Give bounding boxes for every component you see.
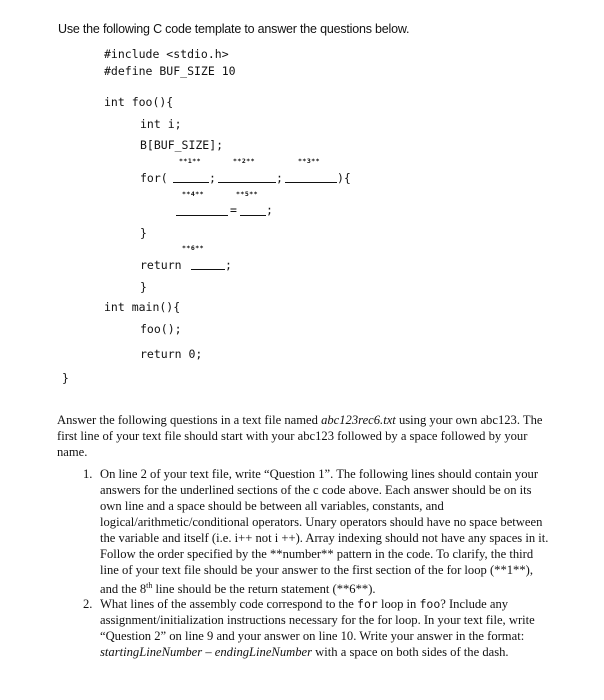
blank-6 — [191, 258, 225, 270]
question-2-text: ? Include any — [440, 597, 509, 611]
question-2-line: assignment/initialization instructions necessary for the for loop. In your text file, write — [100, 613, 535, 627]
answer-intro-line-2: first line of your text file should start with your abc123 followed by a space followed by your — [57, 429, 528, 443]
question-2-code-foo: foo — [419, 597, 441, 611]
question-2 — [83, 596, 535, 660]
answer-instructions — [57, 412, 557, 460]
question-1-line: line of your text file should be your answer to the first section of the for loop (**1**), — [100, 563, 533, 577]
question-1-line: answers for the underlined sections of the c code above. Each answer should be on its — [100, 483, 532, 497]
code-int-i: int i; — [140, 117, 182, 131]
question-1-line: Follow the order specified by the **number** pattern in the code. To clarify, the third — [100, 547, 534, 561]
code-define: #define BUF_SIZE 10 — [104, 64, 236, 78]
code-foo-call: foo(); — [140, 322, 182, 336]
blank-3 — [285, 171, 337, 183]
question-1 — [83, 466, 549, 597]
marker-1: **1** — [179, 157, 202, 165]
question-2-format-dash: – — [202, 645, 215, 659]
code-for-keyword: for( — [140, 171, 168, 185]
question-2-line: “Question 2” on line 9 and your answer on line 10. Write your answer in the format: — [100, 629, 525, 643]
question-2-code-for: for — [357, 597, 378, 611]
marker-3: **3** — [298, 157, 321, 165]
code-return-keyword: return — [140, 258, 182, 272]
marker-4: **4** — [182, 190, 205, 198]
question-2-text: loop in — [377, 597, 420, 611]
blank-5 — [240, 204, 266, 216]
question-1-line: and the 8th line should be the return statement (**6**). — [100, 581, 376, 597]
question-1-line: On line 2 of your text file, write “Question 1”. The following lines should contain your — [100, 467, 539, 481]
answer-filename: abc123rec6.txt — [321, 413, 396, 427]
code-semicolon-4: ; — [225, 258, 232, 272]
question-1-line: the variable and itself (i.e. i++ not i ++). Array indexing should not have any spaces in it. — [100, 531, 549, 545]
answer-intro-text-2: using your own abc123. The — [395, 413, 543, 427]
blank-2 — [218, 171, 276, 183]
question-1-line: own line and a space should be between all variables, constants, and — [100, 499, 444, 513]
code-for-close: ){ — [337, 171, 351, 185]
code-return-zero: return 0; — [140, 347, 203, 361]
code-semicolon-2: ; — [276, 171, 283, 185]
instructions-heading: Use the following C code template to answer the questions below. — [58, 22, 410, 36]
blank-1 — [173, 171, 209, 183]
question-2-text: What lines of the assembly code correspond to the — [100, 597, 358, 611]
answer-intro-line-3: name. — [57, 445, 88, 459]
code-foo-close-brace: } — [140, 280, 147, 294]
question-2-text: with a space on both sides of the dash. — [312, 645, 509, 659]
question-1-number: 1. — [83, 467, 93, 481]
code-semicolon-1: ; — [209, 171, 216, 185]
blank-4 — [176, 204, 228, 216]
code-main-signature: int main(){ — [104, 300, 181, 314]
question-2-format-start: startingLineNumber — [100, 645, 203, 659]
code-buffer-declaration: B[BUF_SIZE]; — [140, 138, 224, 152]
code-main-close-brace: } — [62, 371, 69, 385]
marker-5: **5** — [236, 190, 259, 198]
code-include: #include <stdio.h> — [104, 47, 229, 61]
marker-2: **2** — [233, 157, 256, 165]
code-semicolon-3: ; — [266, 203, 273, 217]
code-foo-signature: int foo(){ — [104, 95, 174, 109]
question-2-number: 2. — [83, 597, 93, 611]
code-for-close-brace: } — [140, 226, 147, 240]
question-1-line: logical/arithmetic/conditional operators. Unary operators should have no space between — [100, 515, 543, 529]
question-2-format-end: endingLineNumber — [214, 645, 313, 659]
marker-6: **6** — [182, 244, 205, 252]
code-assign-operator: = — [230, 203, 237, 217]
answer-intro-text: Answer the following questions in a text file named — [57, 413, 322, 427]
